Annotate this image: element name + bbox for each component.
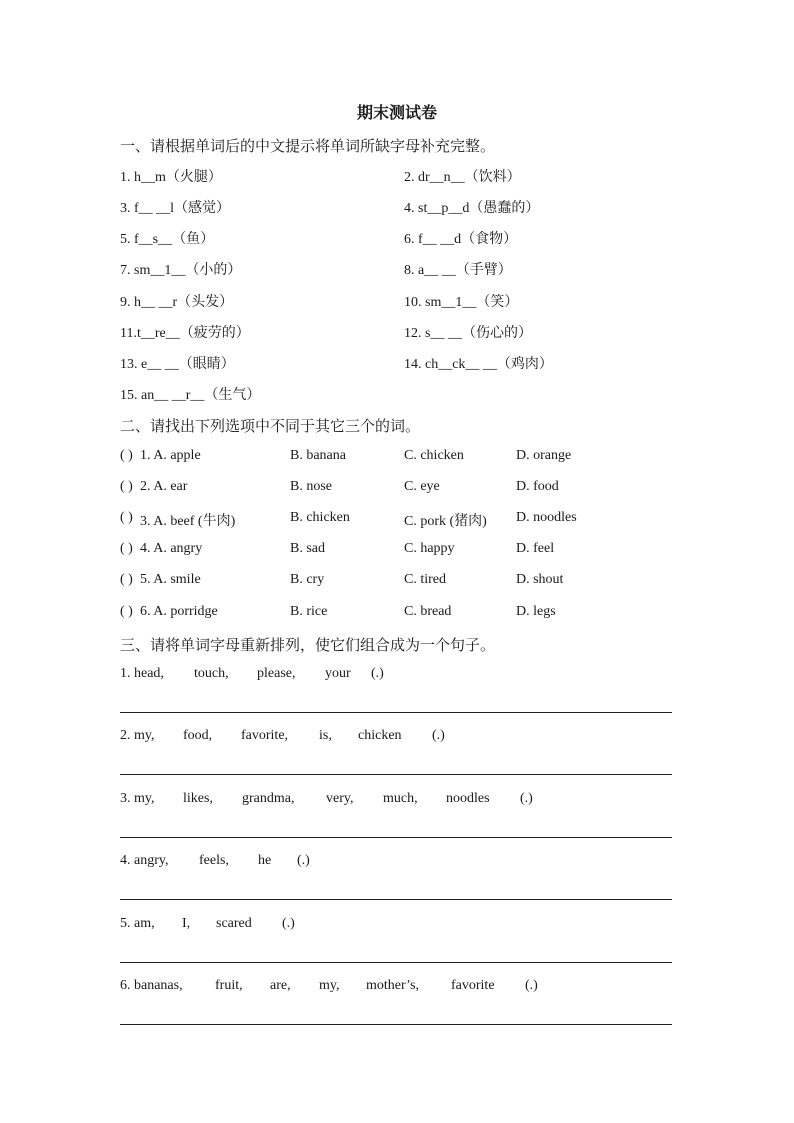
option-a: 4. A. angry [140,541,203,556]
answer-paren: ( ) [120,541,133,556]
word: (.) [371,666,384,681]
option-b: B. cry [290,572,325,587]
word: are, [270,978,291,993]
word: much, [383,791,418,806]
word: 4. angry, [120,853,169,868]
answer-line-1[interactable] [120,712,672,713]
s1-item-1: 1. h__m（火腿） [120,170,222,185]
option-a: 6. A. porridge [140,604,218,619]
option-c: C. bread [404,604,452,619]
word: very, [326,791,354,806]
answer-line-2[interactable] [120,774,672,775]
option-d: D. feel [516,541,555,556]
answer-paren: ( ) [120,510,133,525]
option-b: B. banana [290,448,346,463]
word: he [258,853,272,868]
word: is, [319,728,332,743]
section-3-heading: 三、请将单词字母重新排列，使它们组合成为一个句子。 [120,636,496,654]
s1-item-14: 14. ch__ck__ __（鸡肉） [404,357,553,372]
word: 2. my, [120,728,155,743]
word: likes, [183,791,213,806]
option-c: C. tired [404,572,446,587]
word: please, [257,666,296,681]
option-c: C. eye [404,479,440,494]
option-d: D. noodles [516,510,577,525]
s1-item-10: 10. sm__1__（笑） [404,295,519,310]
answer-line-3[interactable] [120,837,672,838]
word: feels, [199,853,229,868]
option-c: C. pork (猪肉) [404,514,487,529]
word: I, [182,916,191,931]
option-a: 2. A. ear [140,479,188,494]
s1-item-4: 4. st__p__d（愚蠢的） [404,201,540,216]
option-b: B. rice [290,604,328,619]
option-c: C. happy [404,541,455,556]
word: (.) [432,728,445,743]
section-2-heading: 二、请找出下列选项中不同于其它三个的词。 [120,417,421,435]
option-a: 3. A. beef (牛肉) [140,514,236,529]
option-b: B. nose [290,479,332,494]
s1-item-6: 6. f__ __d（食物） [404,232,518,247]
s1-item-11: 11.t__re__（疲劳的） [120,326,250,341]
s1-item-7: 7. sm__1__（小的） [120,263,242,278]
option-c: C. chicken [404,448,464,463]
word: touch, [194,666,229,681]
answer-line-5[interactable] [120,962,672,963]
s1-item-5: 5. f__s__（鱼） [120,232,215,247]
section-1-heading: 一、请根据单词后的中文提示将单词所缺字母补充完整。 [120,137,496,155]
answer-paren: ( ) [120,448,133,463]
word: favorite, [241,728,289,743]
s1-item-2: 2. dr__n__（饮料） [404,170,521,185]
option-b: B. chicken [290,510,350,525]
word: 6. bananas, [120,978,183,993]
option-a: 5. A. smile [140,572,201,587]
word: food, [183,728,213,743]
s1-item-8: 8. a__ __（手臂） [404,263,512,278]
option-d: D. orange [516,448,572,463]
option-d: D. food [516,479,559,494]
option-a: 1. A. apple [140,448,201,463]
word: (.) [297,853,310,868]
answer-paren: ( ) [120,572,133,587]
word: 3. my, [120,791,155,806]
s1-item-15: 15. an__ __r__（生气） [120,388,261,403]
s1-item-12: 12. s__ __（伤心的） [404,326,532,341]
answer-line-6[interactable] [120,1024,672,1025]
word: your [325,666,351,681]
s1-item-13: 13. e__ __（眼睛） [120,357,235,372]
option-b: B. sad [290,541,325,556]
word: chicken [358,728,402,743]
word: scared [216,916,252,931]
option-d: D. shout [516,572,564,587]
word: favorite [451,978,495,993]
word: my, [319,978,340,993]
word: mother’s, [366,978,420,993]
word: fruit, [215,978,243,993]
answer-paren: ( ) [120,479,133,494]
word: 1. head, [120,666,164,681]
option-d: D. legs [516,604,556,619]
answer-paren: ( ) [120,604,133,619]
page-title: 期末测试卷 [356,103,437,122]
word: 5. am, [120,916,155,931]
word: (.) [282,916,295,931]
answer-line-4[interactable] [120,899,672,900]
word: grandma, [242,791,295,806]
s1-item-3: 3. f__ __l（感觉） [120,201,231,216]
word: (.) [525,978,538,993]
s1-item-9: 9. h__ __r（头发） [120,295,234,310]
word: (.) [520,791,533,806]
word: noodles [446,791,490,806]
